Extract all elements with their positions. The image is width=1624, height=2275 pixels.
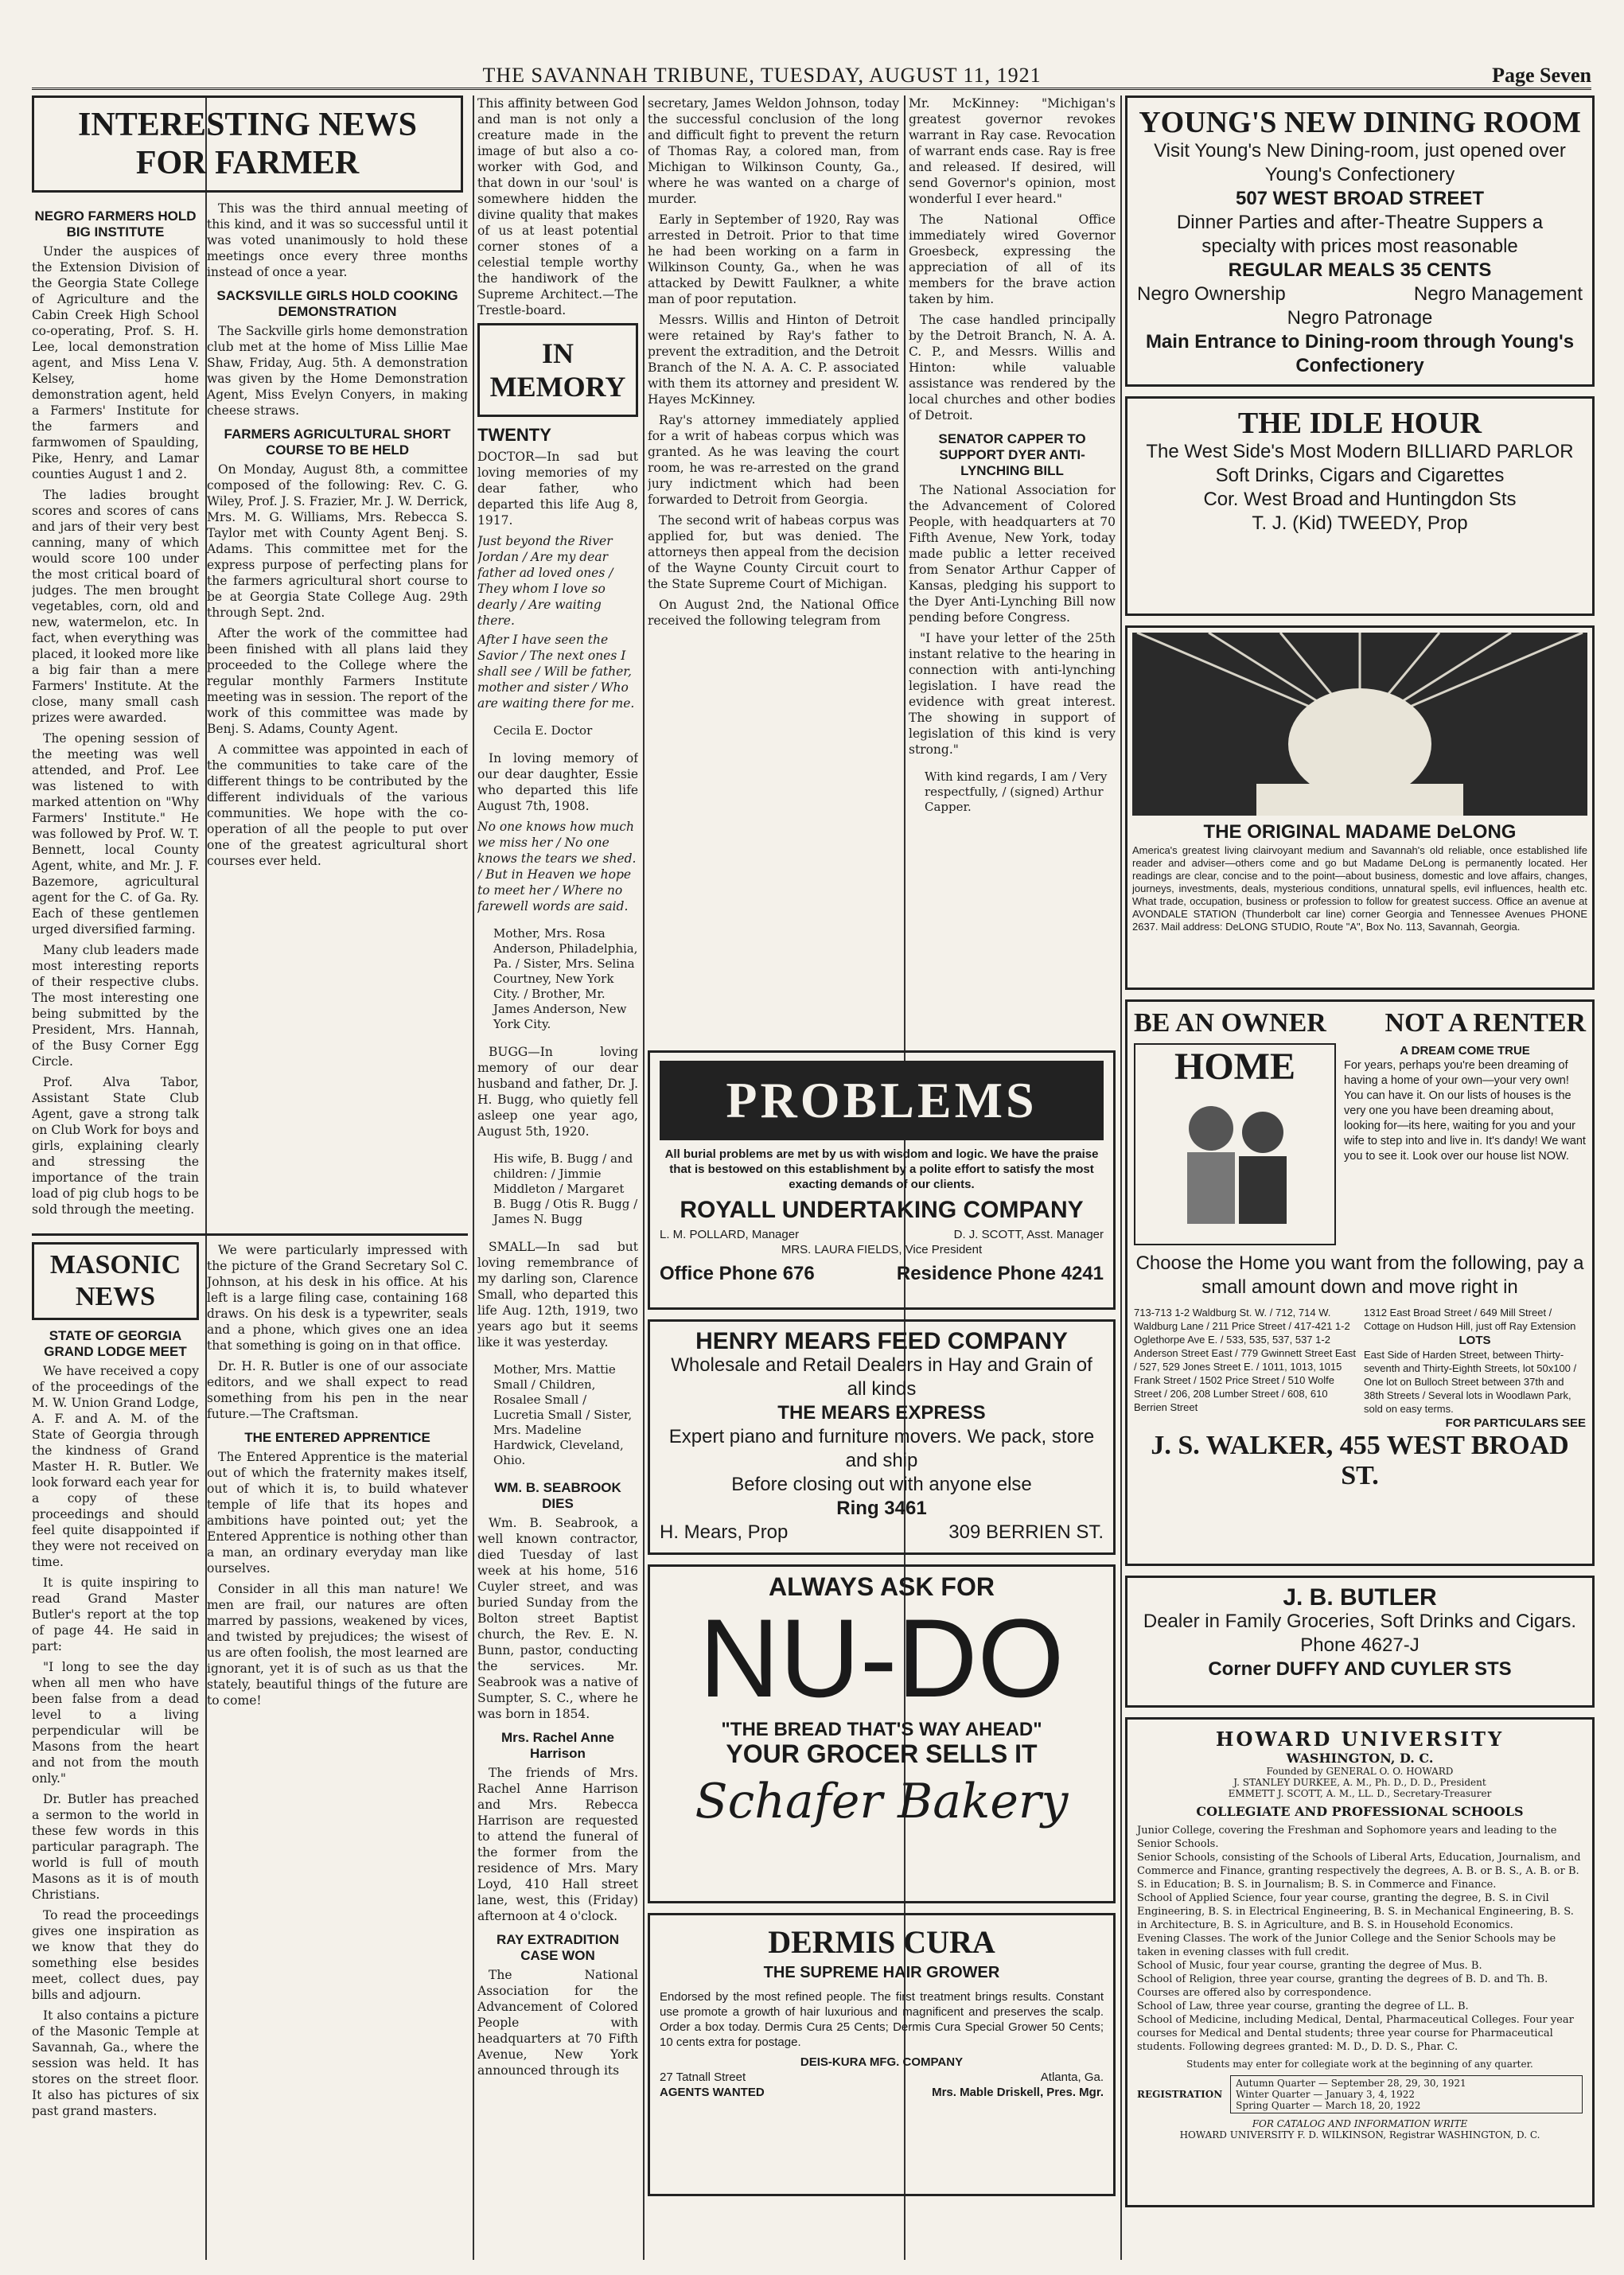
article-paragraph: The friends of Mrs. Rachel Anne Harrison and Mrs. Rebecca Harrison are requested to attend the funeral of the former from the residence of Mrs. Mary Loyd, 410 Hall street lane, west, this (Friday) afternoon at 4 o'clock. (477, 1766, 638, 1923)
ad-patronage: Negro Patronage (1287, 307, 1433, 329)
article-paragraph: Dr. Butler has preached a sermon to the world in these few words in this particular paragraph. The world is full of mouth Masons as it is of mouth Christians. (32, 1792, 199, 1902)
lots-list: East Side of Harden Street, between Thirty-seventh and Thirty-Eighth Streets, lot 50x100 / One lot on Bulloch Street between 37th and 38th Streets / Several lots in Woodlawn Park, sold on easy terms. (1364, 1349, 1577, 1415)
article-paragraph: Ray's attorney immediately applied for a writ of habeas corpus which was granted. As he was leaving the court room, he was re-arrested on the grand jury indictment which had been forwarded to Detroit from Georgia. (648, 413, 899, 507)
ad-phones (660, 1262, 1104, 1286)
obituary-paragraph: In loving memory of our dear daughter, Essie who departed this life August 7th, 1908. (477, 751, 638, 813)
article-paragraph: Messrs. Willis and Hinton of Detroit were retained by Ray's father to prevent the extradition, and the Detroit Branch of the N. A. A. C. P. associated with them its attorney and president W. Hayes McKinney. (648, 313, 899, 407)
ad-particulars: FOR PARTICULARS SEE (1445, 1416, 1586, 1430)
masonic-col-left (32, 1242, 199, 2124)
headline: Mrs. Rachel Anne Harrison (500, 1730, 615, 1761)
farmer-masonic-section (32, 95, 468, 2260)
youngs-dining-ad (1125, 95, 1595, 387)
memory-column (477, 95, 638, 2260)
ad-price: REGULAR MEALS 35 CENTS (1228, 259, 1492, 281)
ad-dream-title: A DREAM COME TRUE (1400, 1044, 1530, 1058)
ad-asst-manager: D. J. SCOTT, Asst. Manager (953, 1228, 1104, 1241)
schafer-bakery-logo: Schafer Bakery (695, 1774, 1069, 1829)
farmer-columns (32, 201, 468, 1222)
ad-choose-line: Choose the Home you want from the following, pay a small amount down and move right in (1135, 1252, 1584, 1298)
ad-phone: Ring 3461 (836, 1498, 927, 1519)
madame-delong-ad (1125, 625, 1595, 990)
article-paragraph: The ladies brought scores and scores of cans and jars of their very best canning, many of which would score 100 under the most critical board of judges. The men brought vegetables, corn, old and new, watermelon, etc. In fact, when everything was placed, it looked more like a big fair than a mere Farmers' Institute. At the close, many small cash prizes were awarded. (32, 488, 199, 725)
ad-line: Wholesale and Retail Dealers in Hay and Grain of all kinds (671, 1354, 1092, 1400)
headline: STATE OF GEORGIA GRAND LODGE MEET (44, 1328, 187, 1359)
letter-signature: With kind regards, I am / Very respectfully, / (signed) Arthur Capper. (925, 769, 1108, 814)
home-illustration (1134, 1043, 1336, 1245)
ad-address: 507 WEST BROAD STREET (1235, 188, 1485, 209)
ad-subhead: THE MEARS EXPRESS (777, 1402, 986, 1424)
ad-address: 309 BERRIEN ST. (948, 1521, 1104, 1543)
ad-line: Visit Young's New Dining-room, just opened over Young's Confectionery (1154, 140, 1566, 185)
ad-headline-row (1134, 1008, 1586, 1038)
article-paragraph: The National Association for the Advancement of Colored People with headquarters at 70 Fifth Avenue, New York announced through its (477, 1968, 638, 2078)
ad-president: J. STANLEY DURKEE, A. M., Ph. D., D. D., President (1233, 1777, 1486, 1788)
article-paragraph: We were particularly impressed with the picture of the Grand Secretary Sol C. Johnson, at his desk in his office. At his left is a large filing case, containing 168 draws. On his desk is a typewriter, seals and a phone, which gives one an idea that something is going on in that office. (207, 1243, 468, 1353)
ad-title: THE ORIGINAL MADAME DeLONG (1203, 821, 1517, 843)
paper-dateline: THE SAVANNAH TRIBUNE, TUESDAY, AUGUST 11, 1921 (482, 64, 1042, 87)
ad-ownership-row (1137, 282, 1583, 306)
nudo-brand: NU-DO (699, 1595, 1065, 1720)
ad-line: Cor. West Broad and Huntingdon Sts (1203, 489, 1517, 510)
quarter-date: Spring Quarter — March 18, 20, 1922 (1236, 2100, 1421, 2111)
headline: RAY EXTRADITION CASE WON (497, 1932, 619, 1963)
article-paragraph: On Monday, August 8th, a committee composed of the following: Rev. C. G. Wiley, Prof. J. S. Frazier, Mr. J. W. Derrick, Mrs. M. G. Williams, Mrs. Rebecca S. Taylor met with County Agent Benj. S. Adams. This committee met for the express purpose of perfecting plans for the farmers agricultural short course to be at Georgia State College Aug. 29th through Sept. 2nd. (207, 462, 468, 620)
ad-city: WASHINGTON, D. C. (1286, 1751, 1434, 1766)
article-paragraph: Under the auspices of the Extension Division of the Georgia State College of Agriculture and the Cabin Creek High School co-operating, Prof. S. H. Lee, local demonstration agent, and Miss Lena V. Kelsey, home demonstration agent, held a Farmers' Institute for the farmers and farmwomen of Spaulding, Pike, Henry, and Lamar counties August 1 and 2. (32, 244, 199, 481)
obituary-paragraph: DOCTOR—In sad but loving memories of my dear father, who departed this life Aug 8, 1917. (477, 450, 638, 528)
article-paragraph: The case handled principally by the Detroit Branch, N. A. A. C. P., and Messrs. Willis and Hinton: while valuable assistance was rendered by the local churches and other bodies of Detroit. (909, 313, 1116, 423)
ray-case-column (648, 95, 899, 1042)
ad-agents: AGENTS WANTED (660, 2086, 765, 2099)
ad-agents-row (660, 2085, 1104, 2100)
memorial-poem: No one knows how much we miss her / No one knows the tears we shed. / But in Heaven we hope to meet her / Where no farewell words are said. (477, 820, 637, 914)
js-walker-homes-ad (1125, 999, 1595, 1566)
royall-undertaking-ad (648, 1050, 1116, 1310)
delong-portrait (1132, 633, 1587, 816)
quarter-date: Autumn Quarter — September 28, 29, 30, 1921 (1236, 2078, 1466, 2089)
masonic-columns (32, 1242, 468, 2124)
house-list: 713-713 1-2 Waldburg St. W. / 712, 714 W. Waldburg Lane / 211 Price Street / 417-421 1-2 Oglethorpe Ave E. / 533, 535, 537, 537 1-2 Anderson Street East / 779 Gwinnett Street East / 527, 529 Jones Street E. / 1011, 1013, 1015 Frank Street / 1502 Price Street / 510 Wolfe Street / 206, 208 Lumber Street / 608, 610 Berrien Street (1134, 1307, 1356, 1413)
ad-title: HOWARD UNIVERSITY (1215, 1728, 1505, 1751)
school-entry: School of Medicine, including Medical, Dental, Pharmaceutical Colleges. Four year courses for Medical and Dental students; three year course for Pharmaceutical students. Following degrees granted: M. D., D. D. S., Phar. C. (1137, 2014, 1574, 2053)
article-paragraph: It is quite inspiring to read Grand Master Butler's report at the top of page 44. He said in part: (32, 1576, 199, 1654)
article-paragraph: Prof. Alva Tabor, Assistant State Club Agent, gave a strong talk on Club Work for boys and girls, explaining clearly and stressing the importance of the train load of pig club hogs to be sold through the meeting. (32, 1075, 199, 1217)
article-paragraph: After the work of the committee had been finished with all plans laid they proceeded to the College where the regular monthly Farmers Institute meeting was in session. The report of the work of this committee was made by Benj. S. Adams, County Agent. (207, 626, 468, 736)
ad-body: America's greatest living clairvoyant medium and Savannah's old reliable, once established life reader and adviser—others come and go but Madame DeLong is permanently located. Her readings are clear, concise and to the point—about business, domestic and love affairs, changes, journeys, investments, deals, mysterious conditions, unnatural spells, evil influences, health etc. What trade, occupation, business or profession to follow for greatest success. Office an avenue at AVONDALE STATION (Thunderbolt car line) corner Georgia and Tennessee Avenues PHONE 2637. Mail address: DeLONG STUDIO, Route "A", Box No. 113, Savannah, Georgia. (1132, 844, 1587, 933)
headline: SENATOR CAPPER TO SUPPORT DYER ANTI-LYNCHING BILL (938, 431, 1086, 478)
ad-headline-renter: NOT A RENTER (1384, 1008, 1586, 1038)
masonic-header: MASONIC NEWS (49, 1250, 181, 1311)
ad-headline-owner: BE AN OWNER (1134, 1008, 1326, 1038)
memorial-signature: His wife, B. Bugg / and children: / Jimmie Middleton / Margaret B. Bugg / Otis R. Bugg / James N. Bugg (493, 1151, 638, 1226)
masonic-section (32, 1233, 468, 2124)
article-paragraph: This affinity between God and man is not only a creature made in the image of but also a co-worker with God, and that down in our 'soul' is somewhere hidden the divine quality that makes of us at least potential corner stones of a celestial temple worthy the handiwork of the Supreme Architect.—The Trestle-board. (477, 96, 638, 317)
article-paragraph: The National Association for the Advancement of Colored People, with headquarters at 70 Fifth Avenue, New York, today made public a letter received from Senator Arthur Capper of Kansas, pledging his support to the Dyer Anti-Lynching Bill now pending before Congress. (909, 483, 1116, 625)
ad-company-name: DERMIS CURA (768, 1924, 995, 1960)
ad-body: Endorsed by the most refined people. The first treatment brings results. Constant use promote a growth of hair luxurious and magnificent and preserves the scalp. Order a box today. Dermis Cura 25 Cents; Dermis Cura Special Grower 50 Cents; 10 cents extra for postage. (660, 1990, 1104, 2049)
page-number: Page Seven (1492, 64, 1591, 87)
ad-proprietor: T. J. (Kid) TWEEDY, Prop (1252, 512, 1468, 534)
ad-top-row (1134, 1043, 1586, 1245)
ad-line: Before closing out with anyone else (731, 1474, 1032, 1495)
ad-subhead: COLLEGIATE AND PROFESSIONAL SCHOOLS (1196, 1804, 1524, 1819)
article-paragraph: Wm. B. Seabrook, a well known contractor, died Tuesday of last week at his home, 516 Cuyler street, and was buried Sunday from the Bolton street Baptist church, the Rev. E. N. Bunn, pastor, conducting the services. Mr. Seabrook was a native of Sumpter, S. C., where he was born in 1854. (477, 1516, 638, 1721)
lots-heading: LOTS (1458, 1334, 1491, 1347)
article-paragraph: The Entered Apprentice is the material out of which the fraternity makes itself, out of which it is, to build whatever temple of life that its hopes and ambitions have pointed out; yet the Entered Apprentice is nothing other than a man, an ordinary everyday man like ourselves. (207, 1450, 468, 1576)
ad-founded: Founded by GENERAL O. O. HOWARD (1266, 1766, 1454, 1777)
ad-address: 27 Tatnall Street (660, 2070, 746, 2084)
mears-feed-ad (648, 1319, 1116, 1555)
headline: TWENTY (477, 425, 551, 445)
memory-header: IN MEMORY (489, 337, 626, 403)
article-paragraph: We have received a copy of the proceedings of the M. W. Union Grand Lodge, A. F. and A. M. of the State of Georgia through the kindness of Grand Master H. R. Butler. We look forward each year for a copy of these proceedings and should feel quite disappointed if they were not received on time. (32, 1364, 199, 1569)
memorial-signature: Cecila E. Doctor (493, 723, 593, 738)
ad-note: Students may enter for collegiate work at the beginning of any quarter. (1186, 2059, 1533, 2070)
masthead (32, 56, 1591, 90)
school-entry: School of Applied Science, four year course, granting the degree, B. S. in Civil Engineering, B. S. in Electrical Engineering, B. S. in Mechanical Engineering, B. S. in Architecture, B. S. in Agriculture, and B. S. in Household Economics. (1137, 1892, 1574, 1931)
ad-proprietor: H. Mears, Prop (660, 1521, 789, 1543)
home-illustration-title: HOME (1174, 1046, 1295, 1088)
jb-butler-ad (1125, 1576, 1595, 1708)
school-entry: Junior College, covering the Freshman and Sophomore years and leading to the Senior Schools. (1137, 1825, 1557, 1850)
obituary-paragraph: BUGG—In loving memory of our dear husband and father, Dr. J. H. Bugg, who quietly fell asleep one year ago, August 5th, 1920. (477, 1045, 638, 1139)
ad-top-line: ALWAYS ASK FOR (769, 1572, 995, 1601)
capper-column (909, 95, 1116, 1042)
headline: FARMERS AGRICULTURAL SHORT COURSE TO BE HELD (224, 427, 451, 458)
ad-company-name: HENRY MEARS FEED COMPANY (695, 1328, 1068, 1354)
ad-subhead: THE SUPREME HAIR GROWER (763, 1964, 1000, 1981)
obituary-paragraph: SMALL—In sad but loving remembrance of my darling son, Clarence Small, who departed this life Aug. 12th, 1919, two years ago but it seems like it was yesterday. (477, 1240, 638, 1350)
column-rule (473, 95, 474, 2260)
article-paragraph: Many club leaders made most interesting reports of their respective clubs. The most interesting one being submitted by the President, Mrs. Hannah, of the Busy Corner Egg Circle. (32, 943, 199, 1069)
ad-title: THE IDLE HOUR (1237, 407, 1482, 440)
ad-vice-president: MRS. LAURA FIELDS, Vice President (781, 1243, 983, 1256)
school-entry: School of Law, three year course, granting the degree of LL. B. (1137, 2000, 1469, 2012)
column-rule (1120, 95, 1122, 2260)
ad-officers (660, 1227, 1104, 1242)
ad-footer (660, 1521, 1104, 1545)
quarter-date: Winter Quarter — January 3, 4, 1922 (1236, 2089, 1416, 2100)
article-paragraph: Early in September of 1920, Ray was arrested in Detroit. Prior to that time he had been working on a farm in Wilkinson County, Ga., when he was attacked by Dewitt Faulkner, a white man of poor reputation. (648, 212, 899, 306)
article-paragraph: It also contains a picture of the Masonic Temple at Savannah, Ga., where the session was held. It has stores on the street floor. It also has pictures of six past grand masters. (32, 2008, 199, 2118)
ad-entrance: Main Entrance to Dining-room through Young's Confectionery (1145, 331, 1575, 376)
house-list: 1312 East Broad Street / 649 Mill Street / Cottage on Hudson Hill, just off Ray Extension (1364, 1307, 1576, 1332)
article-paragraph: Dr. H. R. Butler is one of our associate editors, and we shall expect to read something from his pen in the near future.—The Craftsman. (207, 1359, 468, 1421)
farmer-col-left (32, 201, 199, 1222)
ad-tagline: "THE BREAD THAT'S WAY AHEAD" (721, 1719, 1042, 1740)
ad-footer: HOWARD UNIVERSITY F. D. WILKINSON, Registrar WASHINGTON, D. C. (1179, 2129, 1540, 2141)
problems-logo-text: PROBLEMS (726, 1072, 1038, 1128)
ad-line: Dealer in Family Groceries, Soft Drinks and Cigars. Phone 4627-J (1143, 1611, 1577, 1656)
article-paragraph: A committee was appointed in each of the communities to take care of the different things to be contributed by the different individuals of the various communities. We hope with the co-operation of all the people to put over one of the greatest agricultural short courses ever held. (207, 742, 468, 868)
idle-hour-ad (1125, 396, 1595, 616)
ad-title: YOUNG'S NEW DINING ROOM (1139, 106, 1581, 139)
house-list-right (1364, 1306, 1586, 1416)
ad-president: Mrs. Mable Driskell, Pres. Mgr. (932, 2086, 1104, 2099)
masonic-header-box (32, 1242, 199, 1320)
article-paragraph: "I have your letter of the 25th instant relative to the hearing in connection with anti-lynching legislation. I have read the evidence with great interest. The showing in support of legislation of this kind is very strong." (909, 631, 1116, 757)
ad-lists (1134, 1306, 1586, 1416)
ad-line: The West Side's Most Modern BILLIARD PARLOR (1146, 441, 1574, 462)
memorial-signature: Mother, Mrs. Rosa Anderson, Philadelphia, Pa. / Sister, Mrs. Selina Courtney, New York City. / Brother, Mr. James Anderson, New York City. (493, 926, 638, 1031)
article-paragraph: The second writ of habeas corpus was applied for, but was denied. The attorneys then appeal from the decision of the Wayne County Circuit court to the State Supreme Court of Michigan. (648, 513, 899, 591)
ad-ownership: Negro Ownership (1137, 283, 1286, 305)
article-paragraph: On August 2nd, the National Office received the following telegram from (648, 598, 899, 628)
school-entry: School of Music, four year course, granting the degree of Mus. B. (1137, 1960, 1482, 1972)
residence-phone: Residence Phone 4241 (896, 1263, 1104, 1284)
ad-management: Negro Management (1413, 283, 1583, 305)
article-paragraph: Consider in all this man nature! We men are frail, our natures are often marred by passions, weakened by vices, and twisted by prejudices; the wisest of us are often foolish, the most learned are ignorant, yet it is of such as us that the stately, beautiful things of the future are to come! (207, 1582, 468, 1708)
ads-right (1125, 95, 1595, 2260)
farmer-col-right (207, 201, 468, 1222)
office-phone: Office Phone 676 (660, 1263, 815, 1284)
school-entry: Evening Classes. The work of the Junior College and the Senior Schools may be taken in evening classes with full credit. (1137, 1933, 1556, 1958)
article-paragraph: "I long to see the day when all men who have been false from a dead level to a living perpendicular will be Masons from the heart and not from the mouth only." (32, 1660, 199, 1786)
registration-row (1137, 2075, 1583, 2113)
memorial-poem: After I have seen the Savior / The next ones I shall see / Will be father, mother and sister / Who are waiting there for me. (477, 633, 635, 711)
ad-address: Corner DUFFY AND CUYLER STS (1208, 1658, 1512, 1680)
ad-address-row (660, 2070, 1104, 2085)
memorial-poem: Just beyond the River Jordan / Are my dear father ad loved ones / They whom I love so dearly / Are waiting there. (477, 534, 613, 628)
dermis-cura-ad (648, 1913, 1116, 2196)
ad-company-name: ROYALL UNDERTAKING COMPANY (680, 1197, 1084, 1223)
crystal-gazer-illustration (1132, 633, 1587, 816)
headline: NEGRO FARMERS HOLD BIG INSTITUTE (34, 208, 197, 240)
ad-line: Dinner Parties and after-Theatre Suppers a specialty with prices most reasonable (1176, 212, 1544, 257)
school-entry: Senior Schools, consisting of the Schools of Liberal Arts, Education, Journalism, and Commerce and Finance, granting respectively the degrees, A. B. or B. S., A. B. or B. S. in Education; B. S. in Journalism; B. S. in Commerce and Finance. (1137, 1852, 1581, 1891)
article-paragraph: The opening session of the meeting was well attended, and Prof. Lee was listened to with marked attention on "Why Farmers' Institute." He was followed by Prof. W. T. Bennett, local County Agent, white, and Mr. J. F. Bazemore, agricultural agent for the C. of Ga. Ry. Each of these gentlemen urged diversified farming. (32, 731, 199, 937)
article-paragraph: To read the proceedings gives one inspiration as we know that they do something else besides meet, collect dues, pay bills and adjourn. (32, 1908, 199, 2002)
article-paragraph: The National Office immediately wired Governor Groesbeck, expressing the appreciation of all of its members for the brave action taken by him. (909, 212, 1116, 306)
ad-city: Atlanta, Ga. (1040, 2070, 1104, 2084)
column-rule (643, 95, 645, 2260)
howard-university-ad (1125, 1717, 1595, 2207)
ad-line: Soft Drinks, Cigars and Cigarettes (1215, 465, 1505, 486)
ad-manager: L. M. POLLARD, Manager (660, 1228, 800, 1241)
headline: THE ENTERED APPRENTICE (244, 1430, 430, 1445)
article-paragraph: The Sackville girls home demonstration club met at the home of Miss Lillie Mae Shaw, Friday, Aug. 5th. A demonstration was given by the Home Demonstration Agent, Miss Evelyn Conyers, in making cheese straws. (207, 324, 468, 418)
ads-middle (648, 1050, 1116, 2260)
ad-body: For years, perhaps you're been dreaming of having a home of your own—your very own! You can have it. On our lists of houses is the very one you have been dreaming about, looking for—its here, waiting for you and your wife to step into and live in. It's dandy! We want you to see it. Look over our house list NOW. (1344, 1059, 1586, 1163)
ad-company-name: J. S. WALKER, 455 WEST BROAD ST. (1151, 1431, 1569, 1490)
ad-secretary: EMMETT J. SCOTT, A. M., LL. D., Secretary-Treasurer (1228, 1788, 1492, 1799)
ad-title: J. B. BUTLER (1283, 1584, 1437, 1611)
ad-catalog: FOR CATALOG AND INFORMATION WRITE (1252, 2118, 1468, 2129)
farmer-header: INTERESTING NEWS FOR FARMER (78, 107, 417, 181)
article-paragraph: secretary, James Weldon Johnson, today the successful conclusion of the long and difficult fight to prevent the return of Thomas Ray, a colored man, from Michigan to Wilkinson County, Ga., where he was wanted on a charge of murder. (648, 96, 899, 206)
ad-body: All burial problems are met by us with wisdom and logic. We have the praise that is bestowed on this establishment by a polite effort to satisfy the most exacting demands of our clients. (664, 1147, 1099, 1191)
couple-illustration (1155, 1089, 1314, 1232)
ad-line: Expert piano and furniture movers. We pack, store and ship (668, 1426, 1095, 1471)
memorial-signature: Mother, Mrs. Mattie Small / Children, Rosalee Small / Lucretia Small / Sister, Mrs. Madeline Hardwick, Cleveland, Ohio. (493, 1362, 633, 1467)
ad-company: DEIS-KURA MFG. COMPANY (800, 2055, 964, 2069)
registration-dates (1230, 2075, 1583, 2113)
masonic-col-right (207, 1242, 468, 2124)
farmer-header-box (32, 95, 463, 193)
nudo-bread-ad (648, 1564, 1116, 1903)
memory-header-box (477, 323, 638, 417)
article-paragraph: This was the third annual meeting of this kind, and it was so successful until it was voted unanimously to hold these meetings once every three months instead of once a year. (207, 201, 468, 279)
ad-dream-text (1344, 1043, 1586, 1245)
headline: SACKSVILLE GIRLS HOLD COOKING DEMONSTRATION (216, 288, 458, 319)
headline: WM. B. SEABROOK DIES (494, 1480, 621, 1511)
article-paragraph: Mr. McKinney: "Michigan's greatest governor revokes warrant in Ray case. Revocation of warrant ends case. Ray is free and released. If desired, will send Governor's opinion, most wonderful I ever heard." (909, 96, 1116, 206)
school-entry: School of Religion, three year course, granting the degrees of B. D. and Th. B. Courses are offered also by correspondence. (1137, 1973, 1548, 1999)
problems-logo (660, 1061, 1104, 1140)
registration-label: REGISTRATION (1137, 2089, 1223, 2100)
ad-grocer-line: YOUR GROCER SELLS IT (726, 1739, 1038, 1768)
